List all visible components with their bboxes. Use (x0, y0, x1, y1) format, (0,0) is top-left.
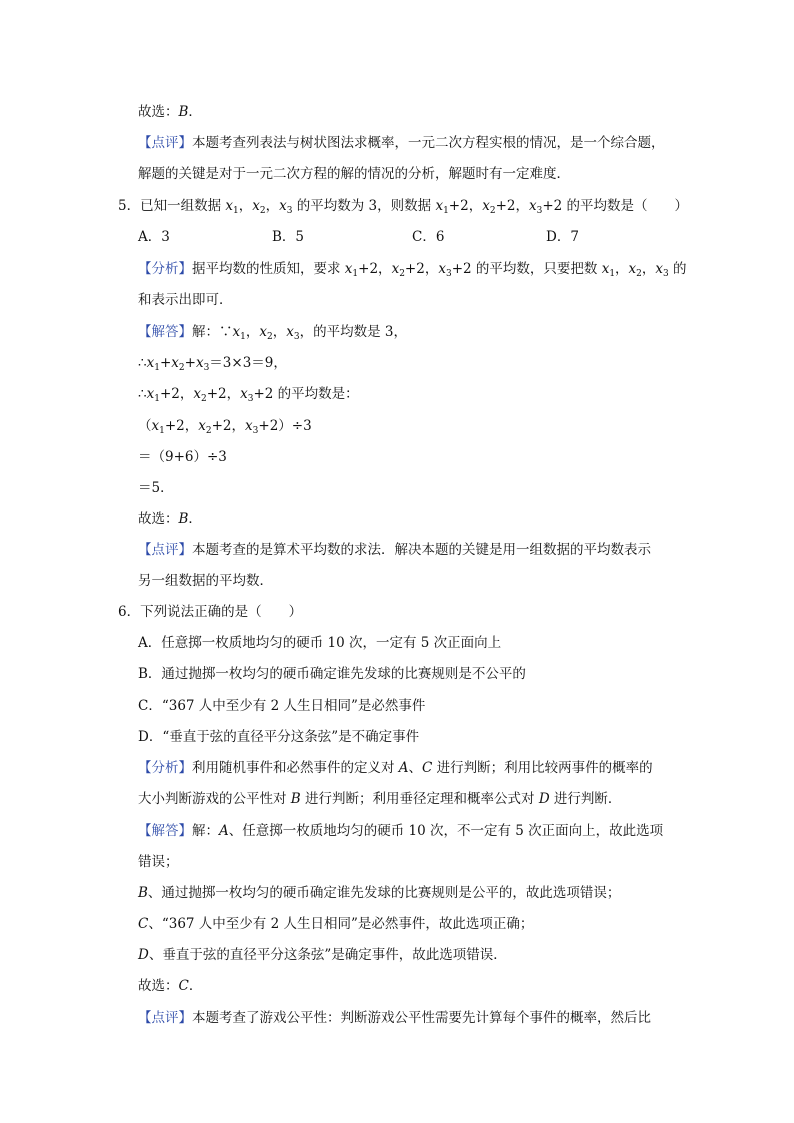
comment-tag: 【点评】 (138, 135, 192, 151)
solution-tag: 【解答】 (138, 823, 192, 839)
solution-tag: 【解答】 (138, 324, 192, 340)
prev-comment-line2: 解题的关键是对于一元二次方程的解的情况的分析，解题时有一定难度． (138, 166, 570, 182)
analysis-tag: 【分析】 (138, 760, 192, 776)
analysis-tag: 【分析】 (138, 261, 192, 277)
q5-option-b: B．5 (272, 229, 305, 245)
comment-tag: 【点评】 (138, 1010, 192, 1026)
q5-step-4: ＝（9+6）÷3 (138, 449, 227, 465)
prev-comment-line1: 【点评】本题考查列表法与树状图法求概率，一元二次方程实根的情况，是一个综合题， (138, 135, 665, 151)
q6-solution-b: B、通过抛掷一枚均匀的硬币确定谁先发球的比赛规则是公平的，故此选项错误； (138, 885, 621, 901)
q6-option-c: C．“367 人中至少有 2 人生日相同”是必然事件 (138, 698, 426, 714)
q5-option-c: C．6 (412, 229, 445, 245)
q6-solution-d: D、垂直于弦的直径平分这条弦”是确定事件，故此选项错误． (138, 947, 507, 963)
q5-option-a: A．3 (138, 229, 170, 245)
q6-answer: 故选：C． (138, 978, 203, 994)
q6-comment-line1: 【点评】本题考查了游戏公平性：判断游戏公平性需要先计算每个事件的概率，然后比 (138, 1010, 651, 1026)
question-5-stem: 5．已知一组数据 $x_1$，$x_2$，$x_3$ 的平均数为 3，则数据 $x_1+2$，$x_2+2$，$x_3+2$ 的平均数是（ ） (118, 198, 689, 216)
q5-step-3: （$x_1+2$，$x_2+2$，$x_3+2)\div 3$ (138, 418, 312, 436)
q5-comment-line1: 【点评】本题考查的是算术平均数的求法．解决本题的关键是用一组数据的平均数表示 (138, 542, 651, 558)
q5-analysis-line1: 【分析】据平均数的性质知，要求 $x_1+2$，$x_2+2$，$x_3+2$ 的平均数，只要把数 $x_1$，$x_2$，$x_3$ 的 (138, 261, 687, 279)
q6-solution-line1: 【解答】解：A、任意掷一枚质地均匀的硬币 10 次，不一定有 5 次正面向上，故此选项 (138, 823, 664, 839)
q6-analysis-line2: 大小判断游戏的公平性对 B 进行判断；利用垂径定理和概率公式对 D 进行判断． (138, 791, 622, 807)
q6-option-a: A．任意掷一枚质地均匀的硬币 10 次，一定有 5 次正面向上 (138, 635, 502, 651)
comment-tag: 【点评】 (138, 542, 192, 558)
q6-solution-line2: 错误； (138, 854, 179, 870)
q6-analysis-line1: 【分析】利用随机事件和必然事件的定义对 A、C 进行判断；利用比较两事件的概率的 (138, 760, 653, 776)
q5-step-2: $\therefore x_1+2$，$x_2+2$，$x_3+2$ 的平均数是： (138, 386, 359, 404)
q5-answer: 故选：B． (138, 511, 202, 527)
q5-step-5: ＝5． (138, 480, 174, 496)
q6-solution-c: C、“367 人中至少有 2 人生日相同”是必然事件，故此选项正确； (138, 916, 534, 932)
q6-option-d: D．“垂直于弦的直径平分这条弦”是不确定事件 (138, 729, 420, 745)
prev-answer: 故选：B． (138, 104, 202, 120)
q5-step-1: $\therefore x_1+x_2+x_3=3\times 3=9$， (138, 355, 287, 373)
q5-analysis-line2: 和表示出即可． (138, 292, 233, 308)
q5-solution-line1: 【解答】解：$\because x_1$，$x_2$，$x_3$，的平均数是 3， (138, 324, 407, 342)
q6-option-b: B．通过抛掷一枚均匀的硬币确定谁先发球的比赛规则是不公平的 (138, 666, 526, 682)
q5-comment-line2: 另一组数据的平均数． (138, 573, 273, 589)
q5-option-d: D．7 (546, 229, 579, 245)
question-6-stem: 6．下列说法正确的是（ ） (118, 604, 303, 620)
